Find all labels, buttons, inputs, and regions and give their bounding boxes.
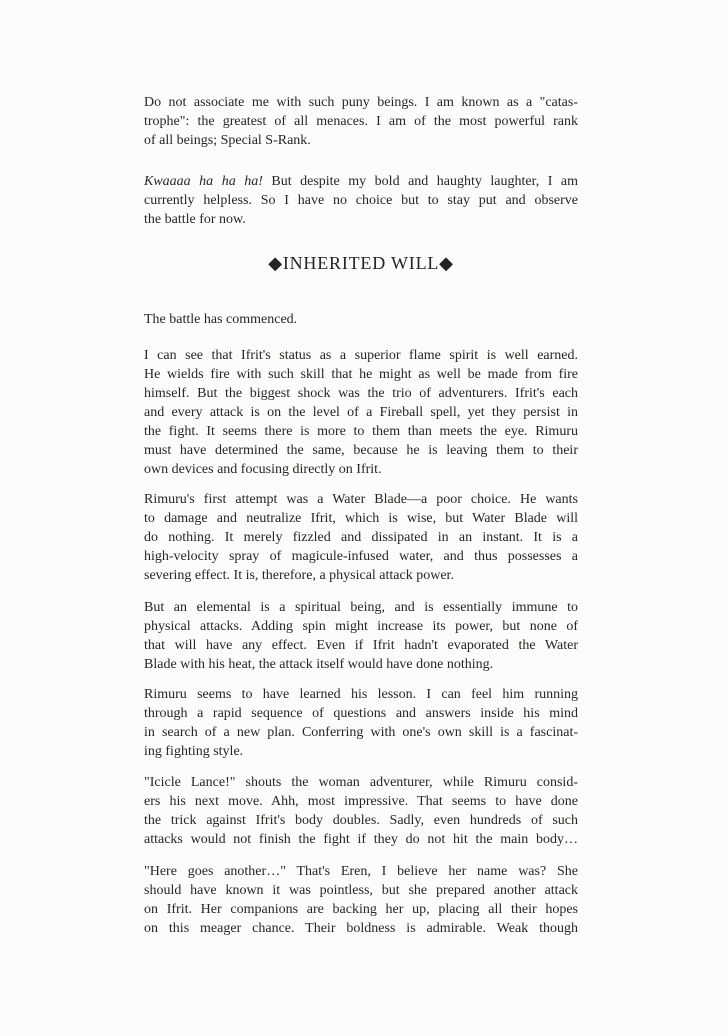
text-line: should have known it was pointless, but she prepared another attack bbox=[144, 883, 578, 898]
text-line: physical attacks. Adding spin might increase its power, but none of bbox=[144, 619, 578, 634]
section-heading: ◆INHERITED WILL◆ bbox=[268, 253, 454, 273]
text-line: Blade with his heat, the attack itself would have done nothing. bbox=[144, 657, 494, 672]
text-segment: But despite my bold and haughty laughter, I am bbox=[262, 174, 578, 189]
text-line: trophe": the greatest of all menaces. I am of the most powerful rank bbox=[144, 114, 578, 129]
text-line: to damage and neutralize Ifrit, which is wise, but Water Blade will bbox=[144, 511, 578, 526]
text-line: do nothing. It merely fizzled and dissipated in an instant. It is a bbox=[144, 530, 578, 545]
text-line: through a rapid sequence of questions and answers inside his mind bbox=[144, 706, 578, 721]
text-line: on this meager chance. Their boldness is admirable. Weak though bbox=[144, 921, 578, 936]
text-line: and every attack is on the level of a Fireball spell, yet they persist in bbox=[144, 405, 578, 420]
text-line: ing fighting style. bbox=[144, 744, 244, 759]
text-line: Rimuru's first attempt was a Water Blade—a poor choice. He wants bbox=[144, 492, 578, 507]
paragraph bbox=[144, 346, 578, 479]
text-line: himself. But the biggest shock was the trio of adventurers. Ifrit's each bbox=[144, 386, 578, 401]
text-line: The battle has commenced. bbox=[144, 312, 298, 327]
text-line: Rimuru seems to have learned his lesson. I can feel him running bbox=[144, 687, 578, 702]
paragraph bbox=[144, 685, 578, 761]
italic-text-segment: Kwaaaa ha ha ha! bbox=[144, 174, 263, 189]
text-line: own devices and focusing directly on Ifrit. bbox=[144, 462, 382, 477]
text-line: "Here goes another…" That's Eren, I believe her name was? She bbox=[144, 864, 578, 879]
text-line: of all beings; Special S-Rank. bbox=[144, 133, 311, 148]
text-line: the battle for now. bbox=[144, 212, 246, 227]
text-line: ers his next move. Ahh, most impressive. That seems to have done bbox=[144, 794, 578, 809]
paragraph bbox=[144, 310, 578, 329]
text-line: currently helpless. So I have no choice but to stay put and observe bbox=[144, 193, 578, 208]
paragraph bbox=[144, 172, 578, 229]
text-line: He wields fire with such skill that he might as well be made from fire bbox=[144, 367, 578, 382]
paragraph bbox=[144, 773, 578, 849]
paragraph bbox=[144, 598, 578, 674]
text-line: the fight. It seems there is more to them than meets the eye. Rimuru bbox=[144, 424, 578, 439]
paragraph bbox=[144, 862, 578, 938]
text-line: "Icicle Lance!" shouts the woman adventurer, while Rimuru consid- bbox=[144, 775, 578, 790]
paragraph bbox=[144, 93, 578, 150]
text-line: on Ifrit. Her companions are backing her up, placing all their hopes bbox=[144, 902, 578, 917]
text-line: attacks would not finish the fight if they do not hit the main body… bbox=[144, 832, 578, 847]
text-line: that will have any effect. Even if Ifrit hadn't evaporated the Water bbox=[144, 638, 578, 653]
text-line: I can see that Ifrit's status as a superior flame spirit is well earned. bbox=[144, 348, 578, 363]
text-line bbox=[144, 172, 578, 191]
text-line: Do not associate me with such puny beings. I am known as a "catas- bbox=[144, 95, 578, 110]
text-line: must have determined the same, because he is leaving them to their bbox=[144, 443, 578, 458]
text-line: the trick against Ifrit's body doubles. Sadly, even hundreds of such bbox=[144, 813, 578, 828]
text-line: in search of a new plan. Conferring with one's own skill is a fascinat- bbox=[144, 725, 578, 740]
paragraph bbox=[144, 490, 578, 585]
text-line: severing effect. It is, therefore, a physical attack power. bbox=[144, 568, 454, 583]
text-line: But an elemental is a spiritual being, and is essentially immune to bbox=[144, 600, 578, 615]
text-line: high-velocity spray of magicule-infused water, and thus possesses a bbox=[144, 549, 578, 564]
